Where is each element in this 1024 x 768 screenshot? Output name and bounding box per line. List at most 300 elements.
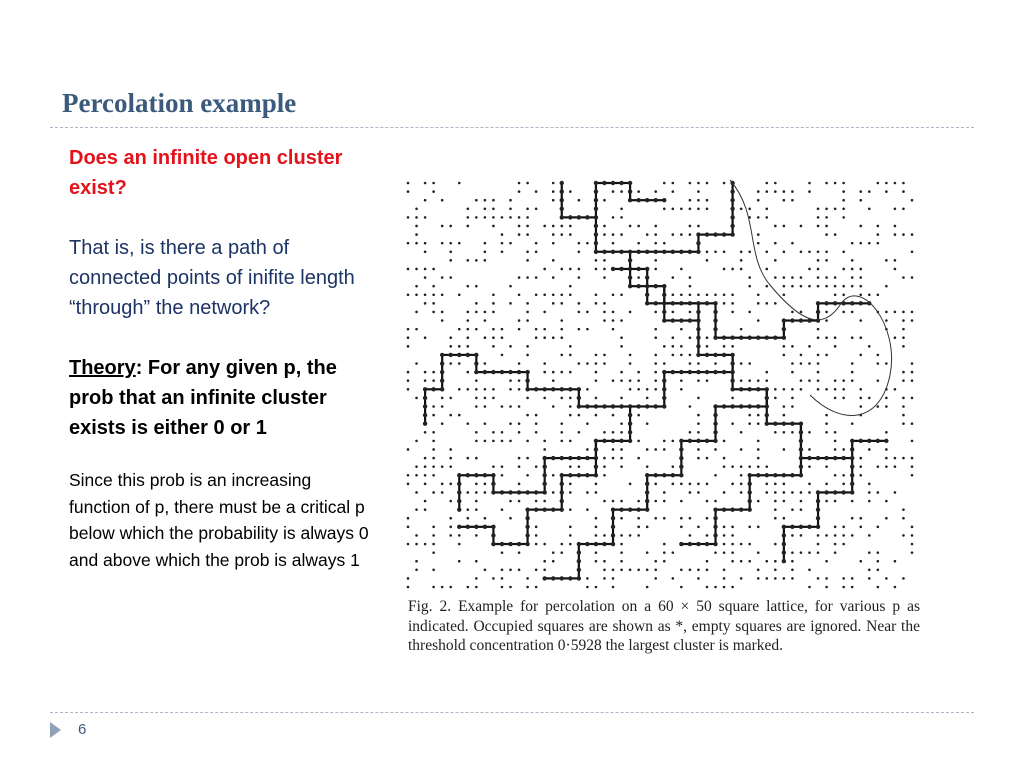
cluster-site bbox=[585, 456, 589, 460]
cluster-site bbox=[594, 224, 598, 228]
cluster-site bbox=[790, 318, 794, 322]
occupied-site bbox=[432, 302, 435, 305]
occupied-site bbox=[620, 207, 623, 210]
occupied-site bbox=[484, 199, 487, 202]
occupied-site bbox=[757, 379, 760, 382]
occupied-site bbox=[484, 362, 487, 365]
occupied-site bbox=[723, 268, 726, 271]
occupied-site bbox=[834, 474, 837, 477]
occupied-site bbox=[603, 311, 606, 314]
cluster-site bbox=[636, 250, 640, 254]
cluster-site bbox=[628, 284, 632, 288]
occupied-site bbox=[552, 474, 555, 477]
occupied-site bbox=[911, 233, 914, 236]
occupied-site bbox=[672, 233, 675, 236]
cluster-site bbox=[756, 473, 760, 477]
occupied-site bbox=[637, 414, 640, 417]
cluster-site bbox=[705, 542, 709, 546]
cluster-site bbox=[577, 550, 581, 554]
occupied-site bbox=[902, 379, 905, 382]
occupied-site bbox=[654, 225, 657, 228]
cluster-site bbox=[645, 507, 649, 511]
cluster-site bbox=[671, 370, 675, 374]
occupied-site bbox=[800, 362, 803, 365]
occupied-site bbox=[612, 577, 615, 580]
cluster-site bbox=[747, 507, 751, 511]
occupied-site bbox=[851, 577, 854, 580]
occupied-site bbox=[706, 500, 709, 503]
cluster-site bbox=[560, 207, 564, 211]
occupied-site bbox=[603, 457, 606, 460]
occupied-site bbox=[791, 577, 794, 580]
occupied-site bbox=[509, 422, 512, 425]
occupied-site bbox=[415, 225, 418, 228]
occupied-site bbox=[432, 543, 435, 546]
occupied-site bbox=[603, 500, 606, 503]
occupied-site bbox=[791, 491, 794, 494]
occupied-site bbox=[620, 551, 623, 554]
occupied-site bbox=[501, 336, 504, 339]
occupied-site bbox=[689, 336, 692, 339]
occupied-site bbox=[407, 474, 410, 477]
cluster-site bbox=[577, 404, 581, 408]
occupied-site bbox=[612, 233, 615, 236]
occupied-site bbox=[825, 586, 828, 589]
occupied-site bbox=[748, 250, 751, 253]
occupied-site bbox=[654, 483, 657, 486]
occupied-site bbox=[415, 569, 418, 572]
occupied-site bbox=[800, 491, 803, 494]
occupied-site bbox=[560, 422, 563, 425]
occupied-site bbox=[748, 311, 751, 314]
cluster-site bbox=[474, 473, 478, 477]
occupied-site bbox=[774, 242, 777, 245]
occupied-site bbox=[834, 336, 837, 339]
occupied-site bbox=[407, 182, 410, 185]
cluster-site bbox=[619, 250, 623, 254]
occupied-site bbox=[526, 216, 529, 219]
occupied-site bbox=[783, 431, 786, 434]
cluster-site bbox=[423, 387, 427, 391]
occupied-site bbox=[484, 491, 487, 494]
occupied-site bbox=[748, 276, 751, 279]
occupied-site bbox=[774, 560, 777, 563]
occupied-site bbox=[689, 182, 692, 185]
occupied-site bbox=[663, 440, 666, 443]
cluster-site bbox=[730, 404, 734, 408]
cluster-site bbox=[833, 456, 837, 460]
occupied-site bbox=[424, 302, 427, 305]
occupied-site bbox=[757, 414, 760, 417]
occupied-site bbox=[475, 216, 478, 219]
occupied-site bbox=[586, 328, 589, 331]
occupied-site bbox=[834, 534, 837, 537]
occupied-site bbox=[817, 216, 820, 219]
cluster-site bbox=[517, 490, 521, 494]
cluster-site bbox=[765, 421, 769, 425]
occupied-site bbox=[407, 216, 410, 219]
occupied-site bbox=[877, 362, 880, 365]
cluster-site bbox=[799, 447, 803, 451]
occupied-site bbox=[637, 190, 640, 193]
occupied-site bbox=[449, 414, 452, 417]
occupied-site bbox=[543, 293, 546, 296]
occupied-site bbox=[714, 362, 717, 365]
cluster-site bbox=[688, 318, 692, 322]
occupied-site bbox=[783, 225, 786, 228]
occupied-site bbox=[407, 543, 410, 546]
occupied-site bbox=[569, 293, 572, 296]
occupied-site bbox=[791, 397, 794, 400]
cluster-site bbox=[824, 490, 828, 494]
occupied-site bbox=[902, 414, 905, 417]
cluster-site bbox=[705, 301, 709, 305]
occupied-site bbox=[817, 362, 820, 365]
occupied-site bbox=[842, 526, 845, 529]
occupied-site bbox=[441, 397, 444, 400]
occupied-site bbox=[859, 319, 862, 322]
occupied-site bbox=[560, 336, 563, 339]
occupied-site bbox=[851, 285, 854, 288]
occupied-site bbox=[415, 216, 418, 219]
occupied-site bbox=[689, 431, 692, 434]
occupied-site bbox=[808, 448, 811, 451]
occupied-site bbox=[595, 483, 598, 486]
occupied-site bbox=[501, 431, 504, 434]
occupied-site bbox=[560, 371, 563, 374]
occupied-site bbox=[492, 328, 495, 331]
cluster-site bbox=[824, 301, 828, 305]
occupied-site bbox=[603, 465, 606, 468]
cluster-site bbox=[859, 439, 863, 443]
occupied-site bbox=[458, 242, 461, 245]
cluster-site bbox=[850, 301, 854, 305]
occupied-site bbox=[672, 577, 675, 580]
occupied-site bbox=[757, 526, 760, 529]
cluster-site bbox=[799, 439, 803, 443]
cluster-site bbox=[662, 284, 666, 288]
occupied-site bbox=[475, 199, 478, 202]
cluster-site bbox=[679, 250, 683, 254]
occupied-site bbox=[637, 517, 640, 520]
occupied-site bbox=[603, 577, 606, 580]
cluster-site bbox=[713, 430, 717, 434]
cluster-site bbox=[474, 361, 478, 365]
occupied-site bbox=[808, 250, 811, 253]
occupied-site bbox=[859, 354, 862, 357]
occupied-site bbox=[680, 354, 683, 357]
occupied-site bbox=[842, 311, 845, 314]
occupied-site bbox=[518, 216, 521, 219]
cluster-site bbox=[790, 525, 794, 529]
occupied-site bbox=[877, 242, 880, 245]
occupied-site bbox=[612, 448, 615, 451]
occupied-site bbox=[424, 293, 427, 296]
cluster-site bbox=[594, 232, 598, 236]
cluster-site bbox=[662, 396, 666, 400]
occupied-site bbox=[689, 285, 692, 288]
occupied-site bbox=[518, 569, 521, 572]
cluster-site bbox=[474, 353, 478, 357]
cluster-site bbox=[619, 404, 623, 408]
occupied-site bbox=[697, 293, 700, 296]
occupied-site bbox=[535, 526, 538, 529]
footer-arrow-icon bbox=[50, 722, 61, 738]
occupied-site bbox=[484, 259, 487, 262]
occupied-site bbox=[629, 379, 632, 382]
cluster-site bbox=[560, 456, 564, 460]
occupied-site bbox=[902, 182, 905, 185]
cluster-site bbox=[560, 490, 564, 494]
occupied-site bbox=[834, 448, 837, 451]
occupied-site bbox=[825, 319, 828, 322]
cluster-site bbox=[730, 353, 734, 357]
occupied-site bbox=[902, 371, 905, 374]
cluster-site bbox=[568, 215, 572, 219]
occupied-site bbox=[783, 500, 786, 503]
occupied-site bbox=[612, 569, 615, 572]
occupied-site bbox=[407, 293, 410, 296]
occupied-site bbox=[492, 345, 495, 348]
cluster-site bbox=[654, 284, 658, 288]
occupied-site bbox=[612, 319, 615, 322]
cluster-site bbox=[645, 284, 649, 288]
occupied-site bbox=[834, 440, 837, 443]
occupied-site bbox=[552, 405, 555, 408]
occupied-site bbox=[672, 551, 675, 554]
occupied-site bbox=[859, 457, 862, 460]
occupied-site bbox=[654, 354, 657, 357]
occupied-site bbox=[620, 319, 623, 322]
occupied-site bbox=[629, 311, 632, 314]
occupied-site bbox=[902, 319, 905, 322]
occupied-site bbox=[560, 431, 563, 434]
occupied-site bbox=[740, 491, 743, 494]
occupied-site bbox=[697, 182, 700, 185]
occupied-site bbox=[595, 354, 598, 357]
cluster-site bbox=[645, 404, 649, 408]
occupied-site bbox=[449, 448, 452, 451]
cluster-site bbox=[602, 439, 606, 443]
occupied-site bbox=[595, 397, 598, 400]
occupied-site bbox=[911, 379, 914, 382]
occupied-site bbox=[441, 199, 444, 202]
occupied-site bbox=[526, 259, 529, 262]
occupied-site bbox=[834, 276, 837, 279]
occupied-site bbox=[825, 431, 828, 434]
occupied-site bbox=[518, 319, 521, 322]
cluster-site bbox=[739, 387, 743, 391]
cluster-site bbox=[696, 353, 700, 357]
cluster-site bbox=[696, 241, 700, 245]
cluster-site bbox=[645, 490, 649, 494]
occupied-site bbox=[569, 465, 572, 468]
occupied-site bbox=[748, 526, 751, 529]
cluster-site bbox=[542, 387, 546, 391]
occupied-site bbox=[466, 259, 469, 262]
occupied-site bbox=[629, 362, 632, 365]
occupied-site bbox=[706, 207, 709, 210]
occupied-site bbox=[654, 388, 657, 391]
occupied-site bbox=[424, 336, 427, 339]
occupied-site bbox=[509, 517, 512, 520]
occupied-site bbox=[552, 259, 555, 262]
occupied-site bbox=[646, 448, 649, 451]
occupied-site bbox=[407, 371, 410, 374]
occupied-site bbox=[808, 182, 811, 185]
occupied-site bbox=[842, 190, 845, 193]
occupied-site bbox=[449, 526, 452, 529]
occupied-site bbox=[432, 448, 435, 451]
occupied-site bbox=[902, 422, 905, 425]
occupied-site bbox=[526, 276, 529, 279]
cluster-site bbox=[611, 439, 615, 443]
cluster-site bbox=[713, 310, 717, 314]
occupied-site bbox=[509, 302, 512, 305]
occupied-site bbox=[723, 250, 726, 253]
cluster-site bbox=[816, 318, 820, 322]
occupied-site bbox=[851, 311, 854, 314]
occupied-site bbox=[774, 388, 777, 391]
occupied-site bbox=[834, 500, 837, 503]
occupied-site bbox=[902, 508, 905, 511]
occupied-site bbox=[552, 336, 555, 339]
occupied-site bbox=[689, 569, 692, 572]
occupied-site bbox=[740, 448, 743, 451]
occupied-site bbox=[492, 577, 495, 580]
cluster-site bbox=[568, 473, 572, 477]
occupied-site bbox=[859, 225, 862, 228]
occupied-site bbox=[868, 551, 871, 554]
occupied-site bbox=[697, 414, 700, 417]
occupied-site bbox=[603, 560, 606, 563]
occupied-site bbox=[680, 233, 683, 236]
cluster-site bbox=[679, 439, 683, 443]
occupied-site bbox=[509, 216, 512, 219]
occupied-site bbox=[911, 362, 914, 365]
occupied-site bbox=[680, 207, 683, 210]
occupied-site bbox=[680, 517, 683, 520]
occupied-site bbox=[706, 199, 709, 202]
occupied-site bbox=[663, 517, 666, 520]
cluster-site bbox=[722, 353, 726, 357]
occupied-site bbox=[774, 517, 777, 520]
occupied-site bbox=[424, 268, 427, 271]
occupied-site bbox=[518, 225, 521, 228]
cluster-site bbox=[773, 421, 777, 425]
cluster-site bbox=[747, 387, 751, 391]
occupied-site bbox=[441, 422, 444, 425]
occupied-site bbox=[475, 405, 478, 408]
occupied-site bbox=[902, 328, 905, 331]
occupied-site bbox=[509, 345, 512, 348]
occupied-site bbox=[800, 551, 803, 554]
cluster-site bbox=[525, 370, 529, 374]
occupied-site bbox=[654, 190, 657, 193]
occupied-site bbox=[885, 465, 888, 468]
cluster-site bbox=[645, 301, 649, 305]
occupied-site bbox=[501, 586, 504, 589]
cluster-site bbox=[491, 525, 495, 529]
occupied-site bbox=[543, 328, 546, 331]
occupied-site bbox=[620, 431, 623, 434]
occupied-site bbox=[509, 586, 512, 589]
occupied-site bbox=[518, 431, 521, 434]
occupied-site bbox=[885, 457, 888, 460]
occupied-site bbox=[723, 491, 726, 494]
occupied-site bbox=[834, 293, 837, 296]
occupied-site bbox=[603, 362, 606, 365]
occupied-site bbox=[560, 543, 563, 546]
occupied-site bbox=[748, 285, 751, 288]
occupied-site bbox=[560, 233, 563, 236]
cluster-site bbox=[730, 207, 734, 211]
cluster-site bbox=[713, 525, 717, 529]
cluster-site bbox=[713, 301, 717, 305]
occupied-site bbox=[911, 465, 914, 468]
occupied-site bbox=[774, 577, 777, 580]
occupied-site bbox=[509, 379, 512, 382]
occupied-site bbox=[535, 414, 538, 417]
occupied-site bbox=[783, 199, 786, 202]
cluster-site bbox=[500, 490, 504, 494]
occupied-site bbox=[868, 569, 871, 572]
cluster-site bbox=[466, 525, 470, 529]
cluster-site bbox=[525, 387, 529, 391]
occupied-site bbox=[757, 457, 760, 460]
occupied-site bbox=[765, 577, 768, 580]
occupied-site bbox=[543, 543, 546, 546]
cluster-site bbox=[517, 542, 521, 546]
occupied-site bbox=[586, 362, 589, 365]
occupied-site bbox=[518, 422, 521, 425]
occupied-site bbox=[535, 534, 538, 537]
cluster-site bbox=[594, 215, 598, 219]
occupied-site bbox=[680, 526, 683, 529]
occupied-site bbox=[654, 336, 657, 339]
occupied-site bbox=[518, 190, 521, 193]
occupied-site bbox=[475, 508, 478, 511]
occupied-site bbox=[518, 233, 521, 236]
occupied-site bbox=[603, 276, 606, 279]
cluster-site bbox=[722, 336, 726, 340]
occupied-site bbox=[868, 483, 871, 486]
cluster-site bbox=[585, 215, 589, 219]
occupied-site bbox=[740, 431, 743, 434]
occupied-site bbox=[800, 225, 803, 228]
occupied-site bbox=[569, 397, 572, 400]
occupied-site bbox=[501, 508, 504, 511]
text-column bbox=[69, 143, 374, 573]
occupied-site bbox=[458, 328, 461, 331]
cluster-site bbox=[850, 473, 854, 477]
occupied-site bbox=[757, 577, 760, 580]
occupied-site bbox=[552, 293, 555, 296]
occupied-site bbox=[689, 225, 692, 228]
occupied-site bbox=[560, 354, 563, 357]
cluster-site bbox=[645, 275, 649, 279]
occupied-site bbox=[808, 483, 811, 486]
occupied-site bbox=[518, 405, 521, 408]
occupied-site bbox=[415, 474, 418, 477]
cluster-site bbox=[799, 318, 803, 322]
occupied-site bbox=[672, 182, 675, 185]
occupied-site bbox=[723, 569, 726, 572]
occupied-site bbox=[637, 569, 640, 572]
occupied-site bbox=[800, 285, 803, 288]
occupied-site bbox=[800, 508, 803, 511]
occupied-site bbox=[620, 500, 623, 503]
